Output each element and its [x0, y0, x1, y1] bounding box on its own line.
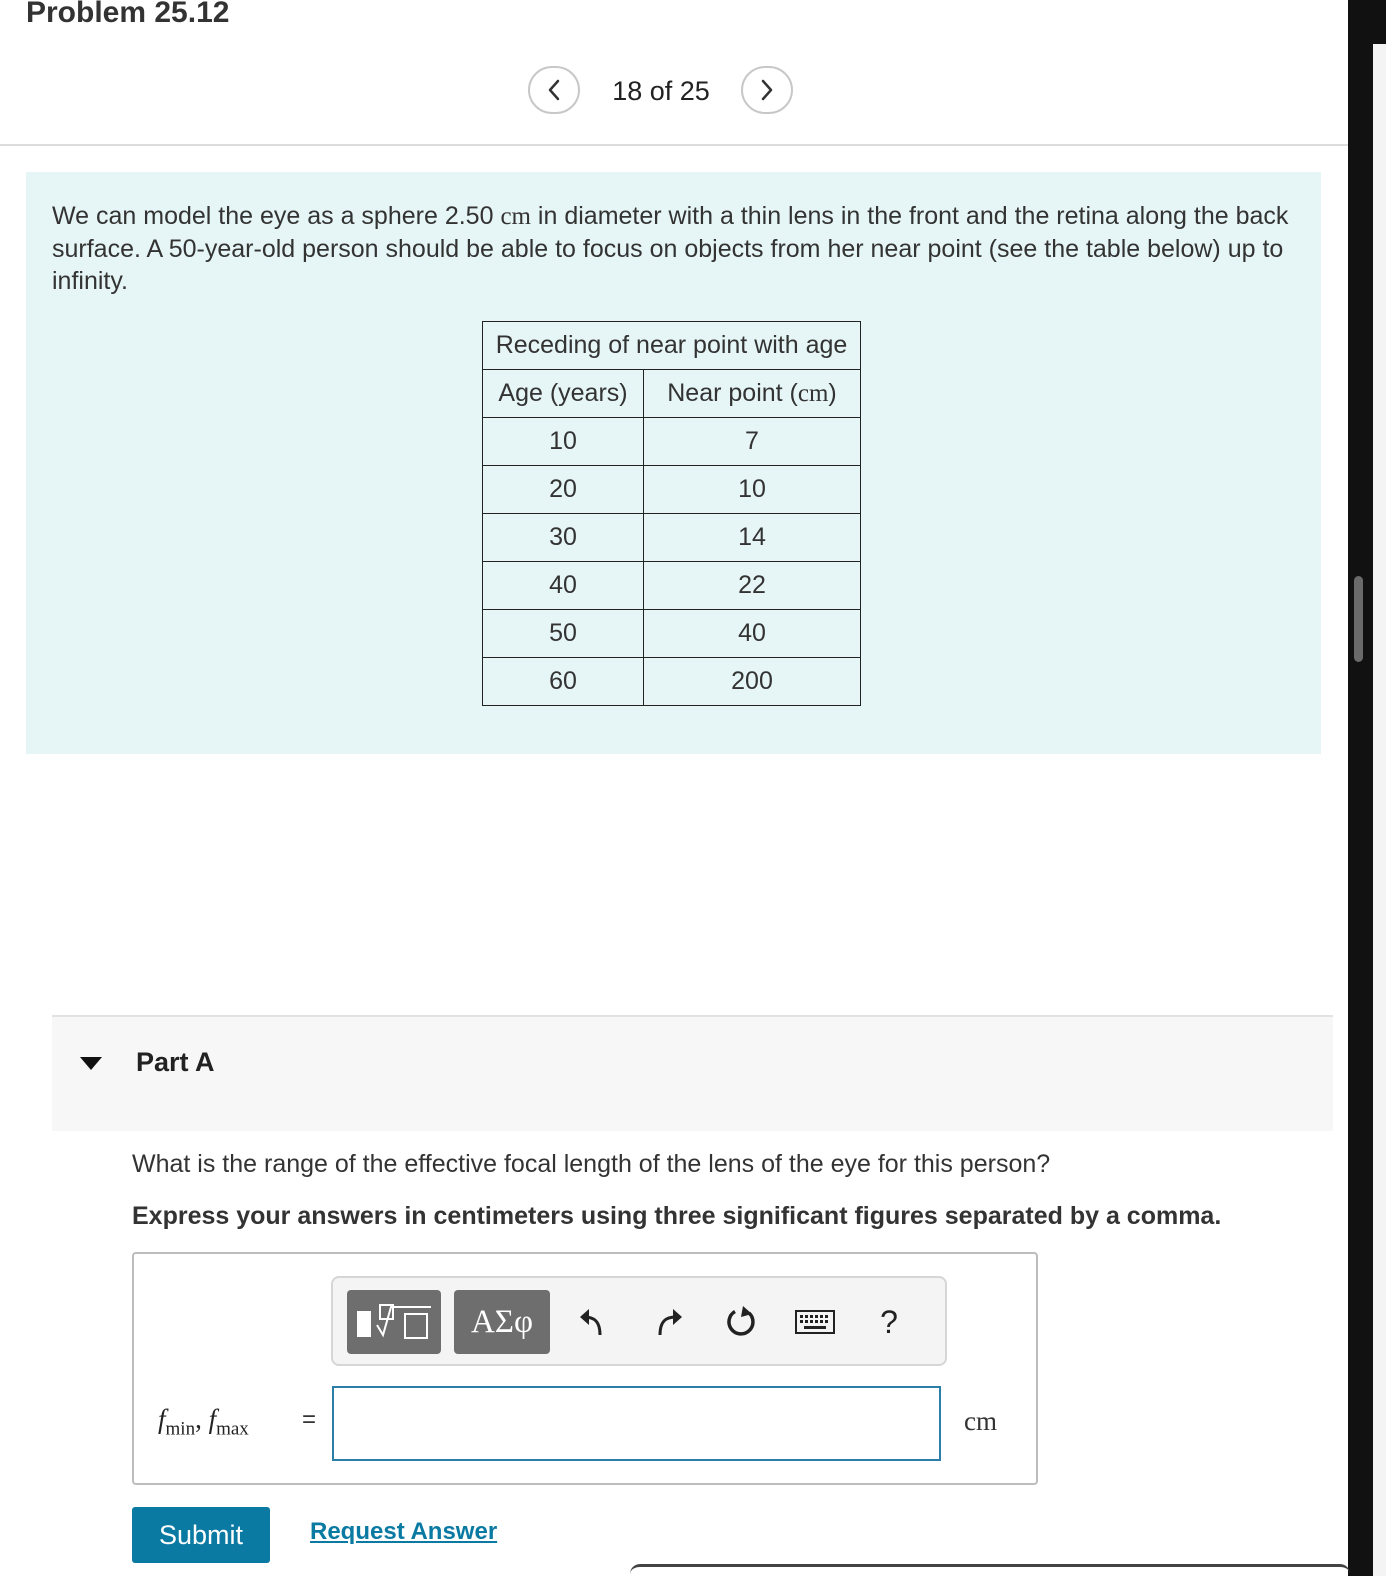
near-point-table — [482, 321, 861, 706]
part-a-label: Part A — [136, 1047, 215, 1077]
page-title: Problem 25.12 — [26, 0, 230, 29]
answer-instruction: Express your answers in centimeters using three significant figures separated by a comma. — [132, 1202, 1222, 1230]
bottom-edge-decoration — [630, 1564, 1350, 1583]
part-a-header[interactable] — [52, 1015, 1333, 1131]
near-point-cell: 14 — [644, 514, 861, 562]
answer-input[interactable] — [332, 1386, 941, 1461]
near-point-cell: 200 — [644, 658, 861, 706]
table-header-row — [483, 370, 861, 418]
subscript-min: min — [165, 1418, 196, 1440]
problem-unit: cm — [500, 203, 531, 230]
column-header-text: Near point ( — [667, 379, 798, 407]
next-problem-button[interactable] — [741, 66, 793, 114]
help-button[interactable] — [867, 1300, 911, 1344]
age-cell: 60 — [483, 658, 644, 706]
previous-problem-button[interactable] — [528, 66, 580, 114]
problem-counter: 18 of 25 — [612, 76, 710, 106]
near-point-cell: 10 — [644, 466, 861, 514]
table-row — [483, 418, 861, 466]
reset-button[interactable] — [719, 1300, 763, 1344]
templates-button[interactable] — [347, 1290, 441, 1354]
problem-text — [52, 200, 1302, 297]
subscript-max: max — [216, 1418, 249, 1440]
column-header-age: Age (years) — [483, 370, 644, 418]
answer-unit: cm — [964, 1406, 997, 1436]
undo-button[interactable] — [571, 1300, 615, 1344]
problem-text-part: in diameter with a thin lens in the front and the retina along the back surface. A 50-year-old person should be able to focus on objects from her near point (see the table below) up to infinity. — [52, 202, 1289, 295]
table-row — [483, 610, 861, 658]
age-cell: 30 — [483, 514, 644, 562]
question-text: What is the range of the effective focal length of the lens of the eye for this person? — [132, 1150, 1051, 1178]
near-point-cell: 7 — [644, 418, 861, 466]
near-point-cell: 40 — [644, 610, 861, 658]
variable-f-max: f — [208, 1404, 217, 1434]
answer-panel — [132, 1252, 1038, 1485]
age-cell: 40 — [483, 562, 644, 610]
help-icon: ? — [880, 1303, 898, 1340]
table-row — [483, 466, 861, 514]
variable-separator: , — [195, 1404, 209, 1434]
age-cell: 20 — [483, 466, 644, 514]
redo-icon — [652, 1305, 686, 1339]
caret-down-icon[interactable] — [80, 1057, 102, 1070]
chevron-right-icon — [759, 78, 775, 102]
keyboard-button[interactable] — [793, 1300, 837, 1344]
reset-icon — [723, 1304, 759, 1340]
answer-variable-label — [158, 1404, 249, 1440]
table-caption: Receding of near point with age — [483, 322, 861, 370]
chevron-left-icon — [546, 78, 562, 102]
undo-icon — [576, 1305, 610, 1339]
column-header-near-point — [644, 370, 861, 418]
equals-sign: = — [302, 1406, 317, 1433]
problem-text-part: We can model the eye as a sphere 2.50 — [52, 202, 501, 230]
request-answer-link[interactable]: Request Answer — [310, 1518, 498, 1545]
header-divider — [0, 144, 1348, 146]
column-header-unit: cm — [797, 380, 829, 407]
table-row — [483, 514, 861, 562]
column-header-close: ) — [828, 379, 837, 407]
table-caption-row — [483, 322, 861, 370]
table-row — [483, 658, 861, 706]
math-toolbar — [331, 1276, 947, 1366]
problem-statement-box — [26, 172, 1321, 754]
templates-icon — [353, 1299, 435, 1345]
table-row — [483, 562, 861, 610]
variable-f-min: f — [158, 1404, 166, 1434]
greek-symbols-button[interactable]: ΑΣφ — [454, 1290, 550, 1354]
redo-button[interactable] — [647, 1300, 691, 1344]
scrollbar-gutter — [1373, 44, 1386, 1576]
near-point-cell: 22 — [644, 562, 861, 610]
scrollbar-thumb[interactable] — [1354, 576, 1363, 662]
age-cell: 50 — [483, 610, 644, 658]
submit-button[interactable]: Submit — [132, 1507, 270, 1563]
keyboard-icon — [795, 1308, 835, 1336]
age-cell: 10 — [483, 418, 644, 466]
